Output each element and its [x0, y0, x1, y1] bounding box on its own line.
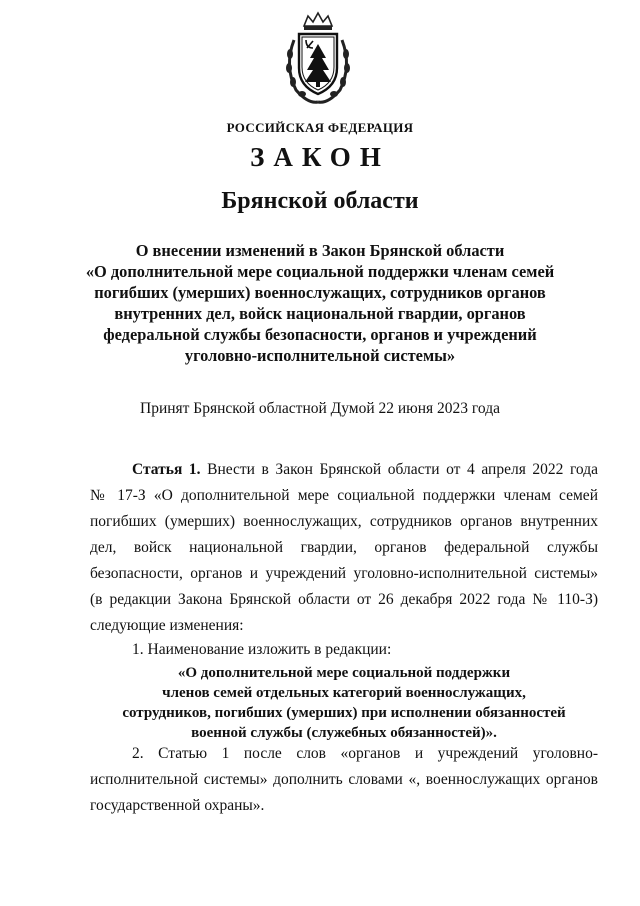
paragraph-line: следующие изменения: [90, 617, 244, 634]
subject-line: «О дополнительной мере социальной поддержки членам семей [85, 262, 555, 281]
paragraph-line: (в редакции Закона Брянской области от 26 декабря 2022 года № 110-З) [90, 591, 598, 608]
subject-line: внутренних дел, войск национальной гвардии, органов [114, 304, 526, 323]
coat-of-arms-emblem [280, 10, 356, 106]
subject-line: федеральной службы безопасности, органов и учреждений [103, 325, 537, 344]
region-heading: Брянской области [221, 188, 419, 214]
quote-line: «О дополнительной мере социальной поддержки [177, 665, 511, 681]
paragraph-line: 1. Наименование изложить в редакции: [132, 641, 392, 658]
new-title-quote [90, 663, 598, 743]
country-heading: РОССИЙСКАЯ ФЕДЕРАЦИЯ [226, 120, 414, 135]
law-subject-title [0, 240, 640, 366]
quote-line: военной службы (служебных обязанностей)». [191, 725, 497, 741]
quote-line: членов семей отдельных категорий военнослужащих, [162, 685, 526, 701]
paragraph-line: № 17-З «О дополнительной мере социальной поддержки членам семей [90, 487, 598, 504]
quote-line: сотрудников, погибших (умерших) при исполнении обязанностей [122, 705, 566, 721]
paragraph-line: дел, войск национальной гвардии, органов федеральной службы [90, 539, 598, 556]
paragraph-line: Статья 1. Внести в Закон Брянской области от 4 апреля 2022 года [132, 461, 599, 478]
paragraph-line: исполнительной системы» дополнить словами «, военнослужащих органов [90, 771, 598, 788]
item-1-paragraph [90, 637, 598, 663]
subject-line: уголовно-исполнительной системы» [184, 346, 456, 365]
document-type-heading: ЗАКОН [250, 142, 390, 172]
paragraph-line: погибших (умерших) военнослужащих, сотрудников органов внутренних [90, 513, 598, 530]
item-2-paragraph [90, 741, 598, 819]
subject-line: О внесении изменений в Закон Брянской области [135, 241, 505, 260]
adoption-note: Принят Брянской областной Думой 22 июня 2023 года [140, 400, 500, 417]
paragraph-line: безопасности, органов и учреждений уголовно-исполнительной системы» [90, 565, 598, 582]
article-label: Статья 1. [132, 461, 201, 478]
paragraph-line: государственной охраны». [90, 797, 265, 814]
article-1-paragraph [90, 457, 598, 639]
paragraph-line: 2. Статью 1 после слов «органов и учреждений уголовно- [132, 745, 598, 762]
subject-line: погибших (умерших) военнослужащих, сотрудников органов [94, 283, 546, 302]
